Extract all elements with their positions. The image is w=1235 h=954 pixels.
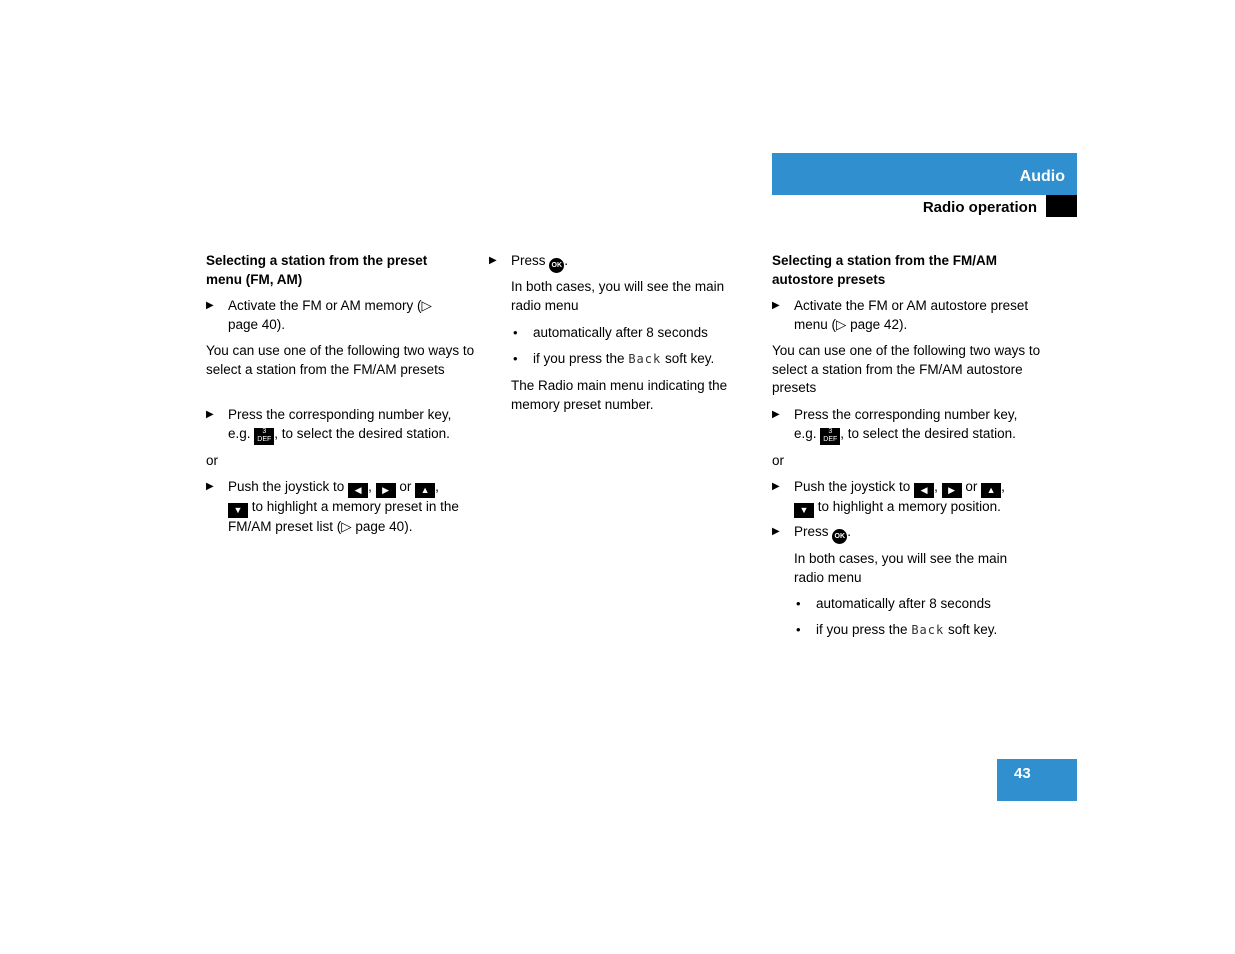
col2-bullet2-suffix: soft key. — [664, 351, 715, 366]
col1-step3-text-c: FM/AM preset list (▷ page 40). — [228, 519, 413, 534]
col1-step2-text-a: Press the corresponding number key, — [228, 407, 452, 422]
col3-heading: Selecting a station from the FM/AM autostore presets — [772, 253, 998, 287]
bullet-arrow-icon: ▶ — [772, 526, 780, 537]
page-number-box — [997, 759, 1077, 801]
col3-step2-text-a: Press the corresponding number key, — [794, 407, 1018, 422]
down-key-icon: ▼ — [228, 503, 248, 518]
down-key-icon: ▼ — [794, 503, 814, 518]
col1-step3-text-a: Push the joystick to — [228, 479, 345, 494]
col1-para1: You can use one of the following two ways to select a station from the FM/AM presets — [206, 343, 475, 377]
ok-button-icon: OK — [832, 529, 847, 544]
col2-step1: Press OK . — [511, 252, 568, 273]
bullet-arrow-icon: ▶ — [772, 300, 780, 311]
col3-bullet2 — [816, 621, 997, 640]
col1-step1: Activate the FM or AM memory (▷ page 40). — [228, 298, 432, 332]
col2-bullet2-text: if you press the — [533, 351, 625, 366]
up-key-icon: ▲ — [981, 483, 1001, 498]
col1-step2 — [228, 406, 488, 445]
or-word: or — [399, 479, 412, 494]
col1-step2-text-b: e.g. — [228, 425, 251, 441]
bullet-arrow-icon: ▶ — [489, 255, 497, 266]
back-softkey-label: Back — [628, 352, 662, 366]
bullet-dot: • — [513, 351, 518, 366]
bullet-arrow-icon: ▶ — [206, 481, 214, 492]
col3-step4: Press OK . — [794, 523, 851, 544]
col1-step3: Push the joystick to ◀ , ▶ or ▲ , ▼ to highlight a memory preset in the FM/AM preset list (▷ page 40). — [228, 479, 459, 534]
col2-para2: The Radio main menu indicating the memory preset number. — [511, 378, 728, 412]
col2-para1: In both cases, you will see the main radio menu — [511, 279, 725, 313]
subsection-title: Radio operation — [922, 199, 1037, 216]
col2-bullet1: automatically after 8 seconds — [533, 325, 708, 340]
right-key-icon: ▶ — [942, 483, 962, 498]
col1-or: or — [206, 453, 219, 468]
col3-bullet2-text: if you press the — [816, 622, 908, 637]
left-key-icon: ◀ — [914, 483, 934, 498]
col3-step1: Activate the FM or AM autostore preset menu (▷ page 42). — [794, 298, 1029, 332]
bullet-arrow-icon: ▶ — [206, 409, 214, 420]
col3-para1: You can use one of the following two ways to select a station from the FM/AM autostore presets — [772, 343, 1041, 396]
bullet-dot: • — [796, 596, 801, 611]
section-title: Audio — [1019, 168, 1065, 185]
bullet-arrow-icon: ▶ — [772, 481, 780, 492]
col3-step2-text-b: e.g. — [794, 425, 817, 441]
bullet-dot: • — [796, 622, 801, 637]
number-3-key-icon: 3 DEF — [254, 428, 274, 445]
col3-step3: Push the joystick to ◀ , ▶ or ▲ , ▼ to highlight a memory position. — [794, 478, 1054, 518]
col2-bullet2 — [533, 350, 714, 369]
up-key-icon: ▲ — [415, 483, 435, 498]
or-word: or — [965, 479, 978, 494]
col3-step2 — [794, 406, 1054, 445]
col3-bullet2-suffix: soft key. — [947, 622, 998, 637]
section-header-bar — [772, 153, 1077, 195]
bullet-arrow-icon: ▶ — [206, 300, 214, 311]
right-key-icon: ▶ — [376, 483, 396, 498]
page-number: 43 — [1014, 765, 1031, 782]
col3-para2: In both cases, you will see the main radio menu — [794, 551, 1008, 585]
col3-step2-text-c: , to select the desired station. — [840, 425, 1016, 441]
col2-step1-text: Press — [511, 253, 546, 268]
ok-button-icon: OK — [549, 258, 564, 273]
col3-step3-text-a: Push the joystick to — [794, 479, 911, 494]
col3-or: or — [772, 453, 785, 468]
col3-bullet1: automatically after 8 seconds — [816, 596, 991, 611]
number-3-key-icon: 3 DEF — [820, 428, 840, 445]
col3-step3-text-b: to highlight a memory position. — [817, 499, 1001, 514]
back-softkey-label: Back — [911, 623, 945, 637]
col1-heading: Selecting a station from the preset menu (FM, AM) — [206, 253, 428, 287]
bullet-dot: • — [513, 325, 518, 340]
col1-step3-text-b: to highlight a memory preset in the — [251, 499, 459, 514]
col1-step2-text-c: , to select the desired station. — [274, 425, 450, 441]
col3-step4-text: Press — [794, 524, 829, 539]
left-key-icon: ◀ — [348, 483, 368, 498]
bullet-arrow-icon: ▶ — [772, 409, 780, 420]
header-marker — [1046, 195, 1077, 217]
